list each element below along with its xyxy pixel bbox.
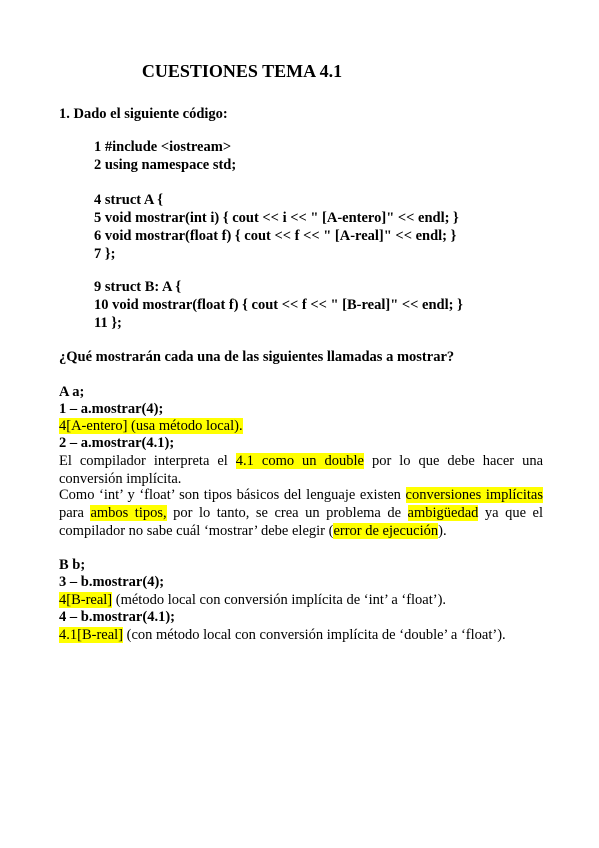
code-line: 1 #include <iostream> xyxy=(94,139,232,155)
answer-4-highlight: 4.1[B-real] xyxy=(59,627,124,643)
answer-1 xyxy=(59,417,543,435)
highlight-double: 4.1 como un double xyxy=(235,453,364,469)
highlight-ambiguedad: ambigüedad xyxy=(407,505,479,521)
code-line: 9 struct B: A { xyxy=(94,279,182,295)
section-a-declaration: A a; xyxy=(59,384,85,400)
answer-3-highlight: 4[B-real] xyxy=(59,592,113,608)
text-run: Como ‘int’ y ‘float’ son tipos básicos del lenguaje existen xyxy=(59,487,406,503)
text-run: por lo tanto, se crea un problema de xyxy=(166,505,408,521)
call-1: 1 – a.mostrar(4); xyxy=(59,401,164,417)
highlight-error: error de ejecución xyxy=(333,523,439,539)
code-line: 7 }; xyxy=(94,246,116,262)
code-line: 4 struct A { xyxy=(94,192,163,208)
text-run: (método local con conversión implícita de ‘int’ a ‘float’). xyxy=(112,592,447,608)
section-b-declaration: B b; xyxy=(59,557,86,573)
text-run: (con método local con conversión implícita de ‘double’ a ‘float’). xyxy=(123,627,506,643)
code-line: 10 void mostrar(float f) { cout << f << " [B-real]" << endl; } xyxy=(94,297,463,313)
code-line: 5 void mostrar(int i) { cout << i << " [A-entero]" << endl; } xyxy=(94,210,459,226)
text-run: ya que el compilador no sabe cuál ‘mostrar’ debe elegir ( xyxy=(59,505,543,539)
answer-3 xyxy=(59,591,543,609)
answer-4 xyxy=(59,626,543,644)
call-2: 2 – a.mostrar(4.1); xyxy=(59,435,175,451)
call-3: 3 – b.mostrar(4); xyxy=(59,574,165,590)
code-line: 11 }; xyxy=(94,315,122,331)
highlight-conversiones: conversiones implícitas xyxy=(405,487,544,503)
code-line: 6 void mostrar(float f) { cout << f << " [A-real]" << endl; } xyxy=(94,228,457,244)
text-run: por lo que debe hacer una conversión implícita. xyxy=(59,453,544,487)
text-run: ). xyxy=(438,523,447,539)
question-prompt: ¿Qué mostrarán cada una de las siguientes llamadas a mostrar? xyxy=(59,349,455,365)
answer-1-highlight: 4[A-entero] (usa método local). xyxy=(59,418,243,434)
text-run: El compilador interpreta el xyxy=(59,453,236,469)
explanation-paragraph-2 xyxy=(59,486,543,540)
text-run: para xyxy=(59,505,91,521)
call-4: 4 – b.mostrar(4.1); xyxy=(59,609,175,625)
code-line: 2 using namespace std; xyxy=(94,157,237,173)
page-title: CUESTIONES TEMA 4.1 xyxy=(141,61,343,81)
explanation-paragraph-1 xyxy=(59,452,543,488)
question-heading: 1. Dado el siguiente código: xyxy=(59,106,228,122)
highlight-ambos-tipos: ambos tipos, xyxy=(90,505,167,521)
